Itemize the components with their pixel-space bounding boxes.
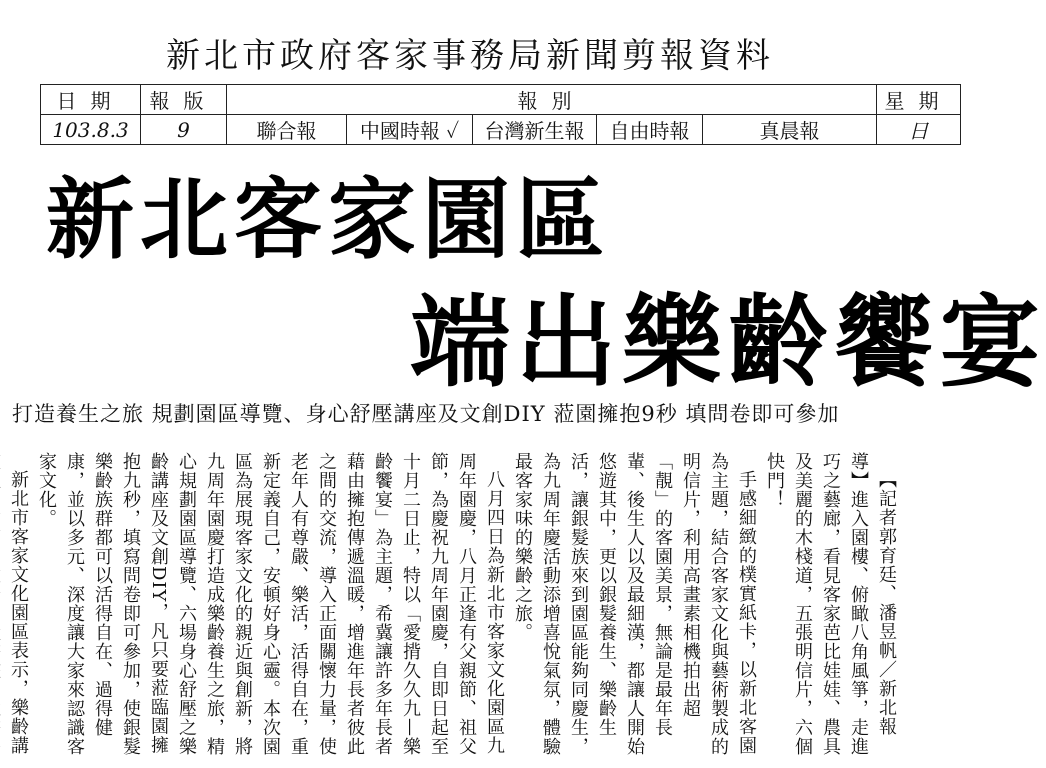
page-value: 9 bbox=[141, 115, 227, 145]
weekday-label: 星期 bbox=[877, 85, 961, 115]
paper-option: 自由時報 bbox=[597, 115, 703, 145]
paper-option: 台灣新生報 bbox=[473, 115, 597, 145]
article-paragraph: 手感細緻的樸實紙卡，以新北客園為主題，結合客家文化與藝術製成的明信片，利用高畫素相機拍出超「靚」的客園美景，無論是最年長輩、後生人以及最細漢，都讓人開始悠遊其中，更以銀髮養生、樂齡生活，讓銀髮族來到園區能夠同慶生，為九周年慶活動添增喜悅氣氛，體驗最客家味的樂齡之旅。 bbox=[512, 452, 757, 756]
paper-option: 聯合報 bbox=[227, 115, 347, 145]
headline-line-1: 新北客家園區 bbox=[46, 168, 611, 271]
subheadline: 打造養生之旅 規劃園區導覽、身心舒壓講座及文創DIY 蒞園擁抱9秒 填問卷即可參加 bbox=[12, 402, 840, 426]
date-label: 日期 bbox=[41, 85, 141, 115]
agency-title: 新北市政府客家事務局新聞剪報資料 bbox=[166, 36, 774, 76]
article-paragraph: 八月四日為新北市客家文化園區九周年園慶，八月正逢有父親節、祖父節，為慶祝九周年園慶，自即日起至十月二日止，特以「愛揹久久九—樂齡饗宴」為主題，希冀讓許多年長者藉由擁抱傳遞溫暖，增進年長者彼此之間的交流，導入正面關懷力量，使老年人有尊嚴、樂活，活得自在，重新定義自己，安頓好身心靈。本次園區為展現客家文化的親近與創新，將九周年園慶打造成樂齡養生之旅，精心規劃園區導覽、六場身心舒壓之樂齡講座及文創DIY，凡只要蒞臨園擁抱九秒，填寫問卷即可參加，使銀髮樂齡族群都可以活得自在、過得健康，並以多元、深度讓大家來認識客家文化。 bbox=[36, 452, 505, 756]
paper-option-checked: 中國時報 ✓ bbox=[347, 115, 473, 145]
article-body bbox=[8, 452, 900, 762]
clipping-form bbox=[40, 84, 961, 145]
article-paragraph: 新北市客家文化園區表示，樂齡講 bbox=[8, 470, 29, 755]
headline-line-2: 端出樂齡饗宴 bbox=[410, 284, 1046, 401]
weekday-value: 日 bbox=[877, 115, 961, 145]
paper-label: 報別 bbox=[227, 85, 877, 115]
article-paragraph: 【記者郭育廷、潘昱帆／新北報導】進入園樓、俯瞰八角風箏，走進巧之藝廊，看見客家芭比娃娃、農具及美麗的木棧道，五張明信片，六個快門！ bbox=[764, 452, 897, 756]
page-label: 報版 bbox=[141, 85, 227, 115]
paper-option: 真晨報 bbox=[703, 115, 877, 145]
date-value: 103.8.3 bbox=[41, 115, 141, 145]
